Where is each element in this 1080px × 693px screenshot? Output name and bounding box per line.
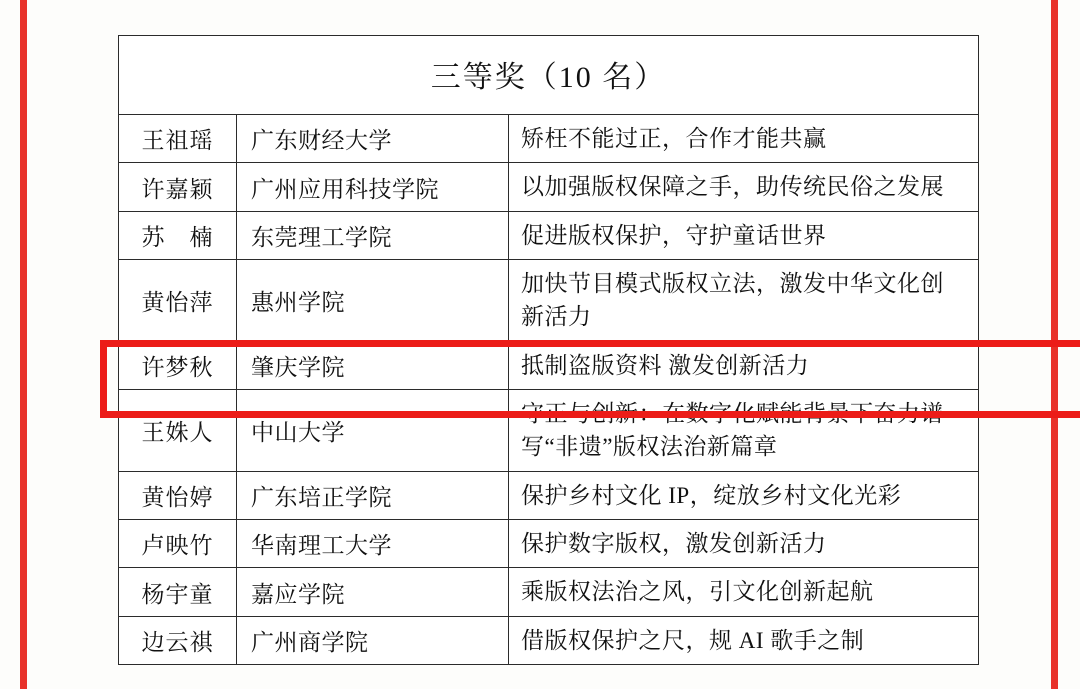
- row-school: 广州商学院: [237, 616, 509, 664]
- table-row: [119, 260, 979, 342]
- table-row: [119, 471, 979, 519]
- row-topic: 矫枉不能过正，合作才能共赢: [509, 115, 979, 163]
- row-name: 王姝人: [119, 390, 237, 472]
- table-row: [119, 211, 979, 259]
- row-topic: 保护数字版权，激发创新活力: [509, 520, 979, 568]
- page-bottom-edge: [0, 689, 1080, 693]
- row-school: 广州应用科技学院: [237, 163, 509, 211]
- row-name: 王祖瑶: [119, 115, 237, 163]
- row-topic: 保护乡村文化 IP，绽放乡村文化光彩: [509, 471, 979, 519]
- table-row: [119, 390, 979, 472]
- table-row: [119, 163, 979, 211]
- row-school: 东莞理工学院: [237, 211, 509, 259]
- row-topic: 守正与创新：在数字化赋能背景下奋力谱写“非遗”版权法治新篇章: [509, 390, 979, 472]
- row-school: 嘉应学院: [237, 568, 509, 616]
- award-table: [118, 35, 979, 665]
- row-name: 黄怡婷: [119, 471, 237, 519]
- row-topic: 加快节目模式版权立法，激发中华文化创新活力: [509, 260, 979, 342]
- row-school: 惠州学院: [237, 260, 509, 342]
- row-topic: 乘版权法治之风，引文化创新起航: [509, 568, 979, 616]
- row-topic: 以加强版权保障之手，助传统民俗之发展: [509, 163, 979, 211]
- row-school: 肇庆学院: [237, 341, 509, 389]
- table-row-highlighted: [119, 341, 979, 389]
- table-row: [119, 568, 979, 616]
- award-table-container: [118, 35, 978, 665]
- page-title: 三等奖（10 名）: [119, 36, 979, 115]
- row-name: 许嘉颖: [119, 163, 237, 211]
- row-school: 中山大学: [237, 390, 509, 472]
- row-school: 华南理工大学: [237, 520, 509, 568]
- row-name: 边云祺: [119, 616, 237, 664]
- row-name: 黄怡萍: [119, 260, 237, 342]
- row-school: 广东培正学院: [237, 471, 509, 519]
- row-topic: 抵制盗版资料 激发创新活力: [509, 341, 979, 389]
- table-row: [119, 616, 979, 664]
- table-title-row: [119, 36, 979, 115]
- row-name: 杨宇童: [119, 568, 237, 616]
- page-border-left: [20, 0, 27, 693]
- row-topic: 促进版权保护，守护童话世界: [509, 211, 979, 259]
- table-row: [119, 115, 979, 163]
- row-name: 卢映竹: [119, 520, 237, 568]
- table-row: [119, 520, 979, 568]
- row-school: 广东财经大学: [237, 115, 509, 163]
- page-border-right: [1051, 0, 1058, 693]
- row-name: 苏 楠: [119, 211, 237, 259]
- row-name: 许梦秋: [119, 341, 237, 389]
- row-topic: 借版权保护之尺，规 AI 歌手之制: [509, 616, 979, 664]
